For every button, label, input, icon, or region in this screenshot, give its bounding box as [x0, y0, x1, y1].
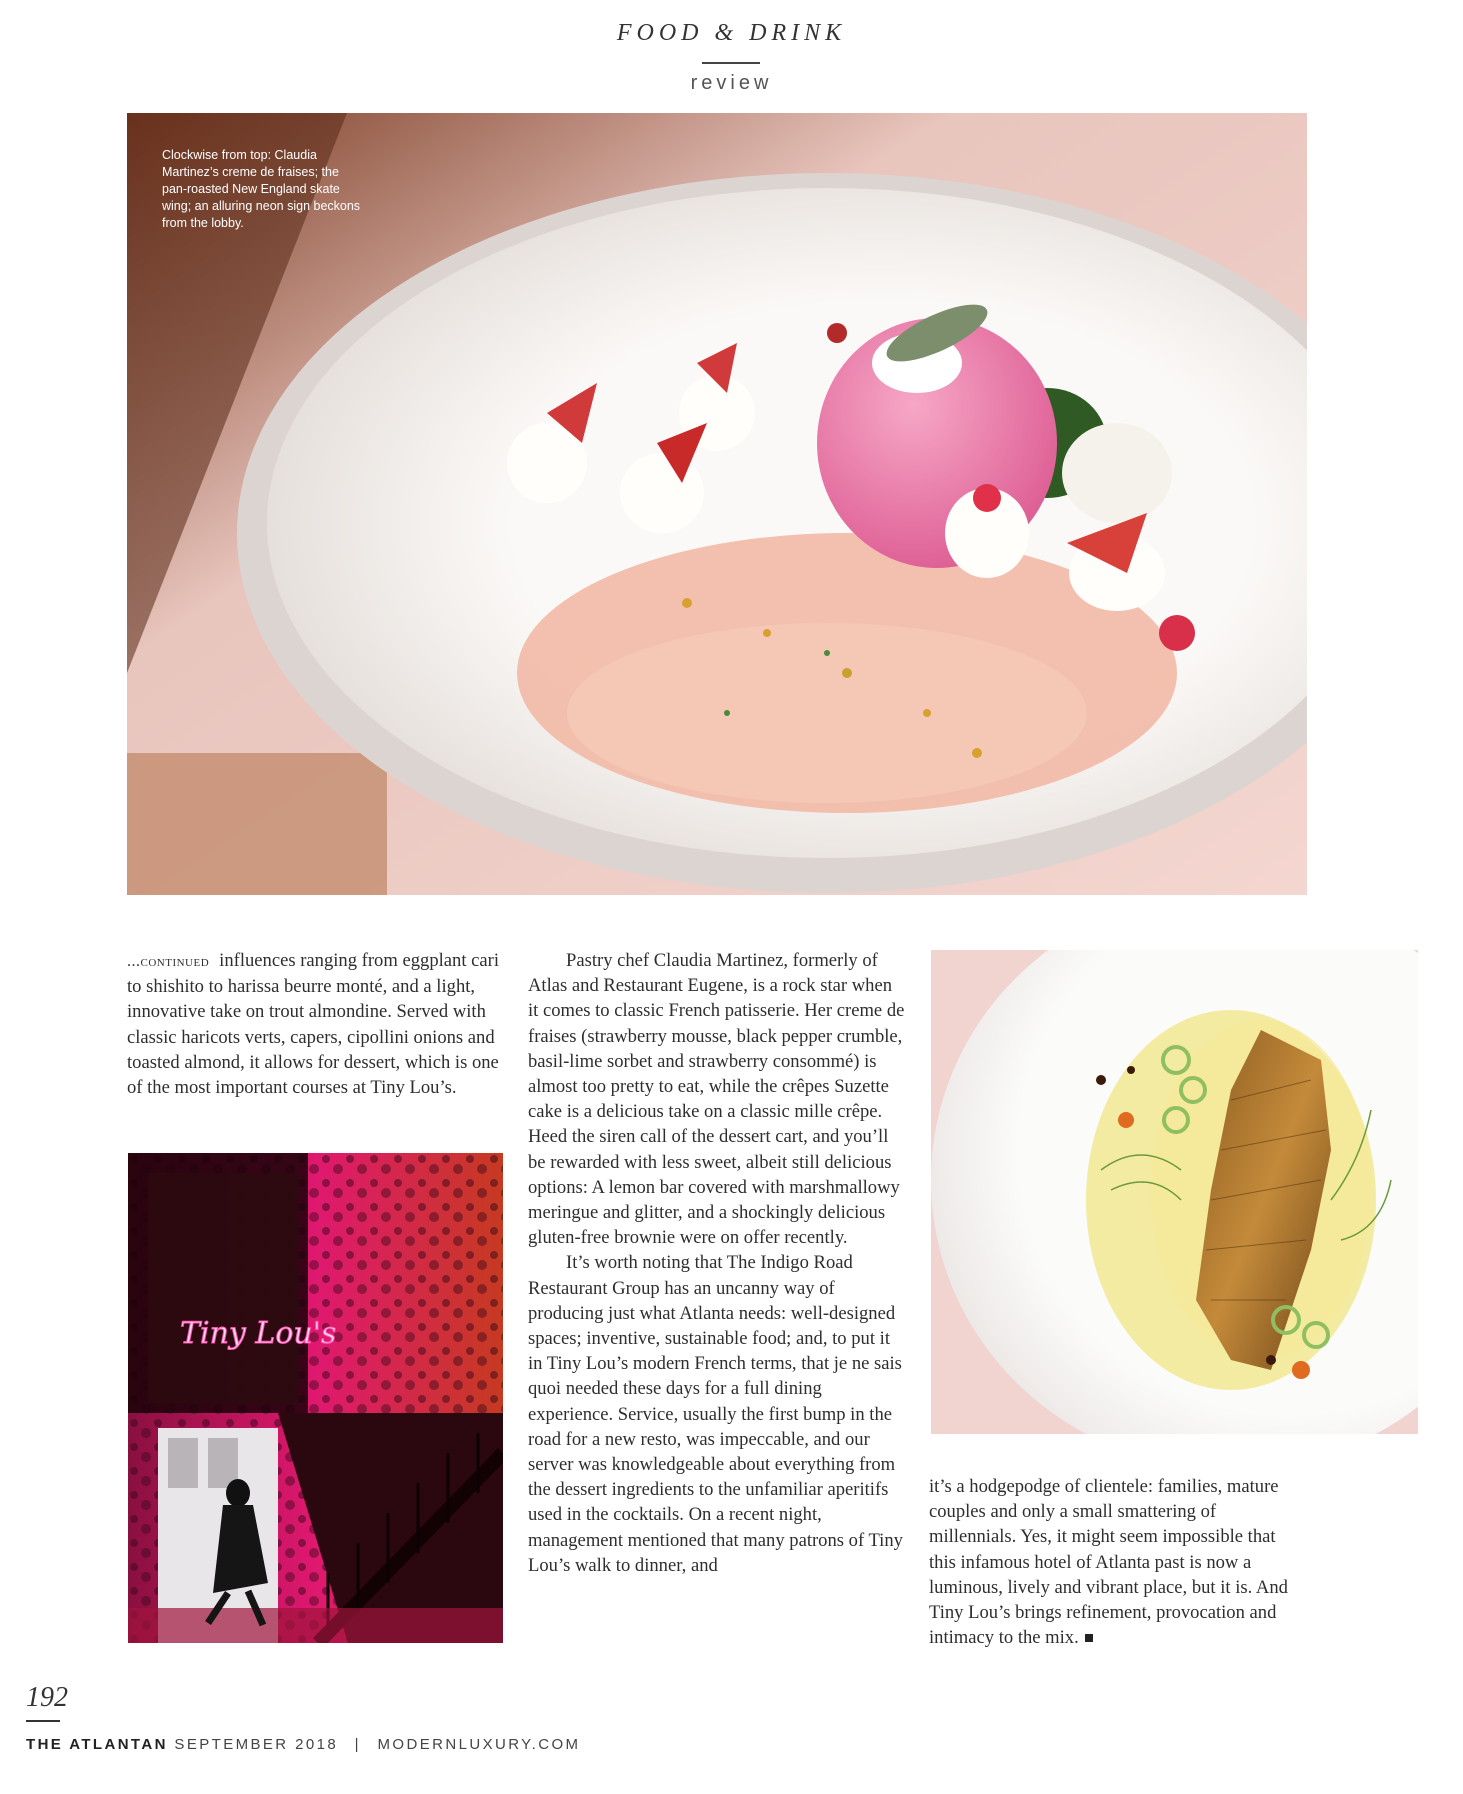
page-footer	[26, 1736, 580, 1753]
paragraph-text: it’s a hodgepodge of clientele: families, mature couples and only a small smattering of millennials. Yes, it might seem impossible that this infamous hotel of Atlanta past is now a luminous, lively and vibrant place, but it is. And Tiny Lou’s brings refinement, provocation and intimacy to the mix.	[929, 1476, 1288, 1649]
article-column-3	[929, 1474, 1307, 1650]
article-column-1	[127, 948, 505, 1100]
publication-name: THE ATLANTAN	[26, 1736, 168, 1753]
hero-photo-caption: Clockwise from top: Claudia Martinez’s creme de fraises; the pan-roasted New England skate wing; an alluring neon sign beckons from the lobby.	[162, 148, 361, 230]
continued-label: ...continued	[127, 953, 210, 970]
section-subtitle: review	[690, 72, 773, 94]
footer-separator: |	[354, 1736, 361, 1753]
issue-date: SEPTEMBER 2018	[174, 1736, 339, 1753]
section-title: FOOD & DRINK	[616, 20, 847, 46]
section-divider	[702, 62, 760, 64]
page-number: 192	[26, 1682, 68, 1713]
website-link[interactable]: MODERNLUXURY.COM	[377, 1736, 581, 1753]
article-paragraph	[127, 948, 505, 1100]
article-column-2	[528, 948, 906, 1578]
neon-sign-text: Tiny Lou's	[180, 1316, 337, 1351]
page-number-rule	[26, 1720, 60, 1722]
skate-wing-photo	[931, 950, 1418, 1434]
neon-sign-photo	[128, 1153, 503, 1643]
end-mark-icon	[1085, 1634, 1093, 1642]
article-paragraph: Pastry chef Claudia Martinez, formerly of Atlas and Restaurant Eugene, is a rock star when it comes to classic French patisserie. Her creme de fraises (strawberry mousse, black pepper crumble, basil-lime sorbet and strawberry consommé) is almost too pretty to eat, while the crêpes Suzette cake is a delicious take on a classic mille crêpe. Heed the siren call of the dessert cart, and you’ll be rewarded with less sweet, albeit still delicious options: A lemon bar covered with marshmallowy meringue and glitter, and a shockingly delicious gluten-free brownie were on offer recently.	[528, 950, 905, 1249]
paragraph-text: influences ranging from eggplant cari to shishito to harissa beurre monté, and a light, innovative take on trout almondine. Served with classic haricots verts, capers, cipollini onions and toasted almond, it allows for dessert, which is one of the most important courses at Tiny Lou’s.	[127, 950, 500, 1099]
article-paragraph	[929, 1474, 1307, 1650]
article-paragraph: It’s worth noting that The Indigo Road Restaurant Group has an uncanny way of producing just what Atlanta needs: well-designed spaces; inventive, sustainable food; and, to put it in Tiny Lou’s modern French terms, that je ne sais quoi needed these days for a full dining experience. Service, usually the first bump in the road for a new resto, was impeccable, and our server was knowledgeable about everything from the dessert ingredients to the unfamiliar aperitifs used in the cocktails. On a recent night, management mentioned that many patrons of Tiny Lou’s walk to dinner, and	[528, 1252, 903, 1576]
